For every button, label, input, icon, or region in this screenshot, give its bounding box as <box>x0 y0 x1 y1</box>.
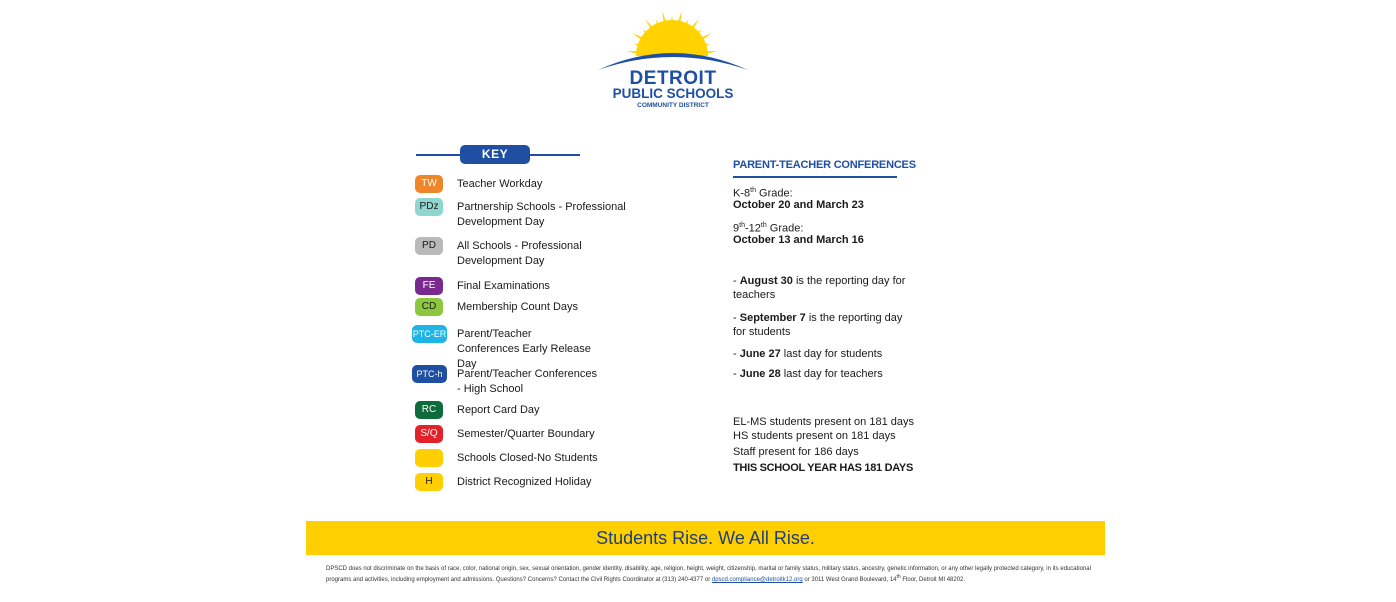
date-item-student-reporting: - September 7 is the reporting day for students <box>733 312 903 338</box>
attendance-hs: HS students present on 181 days <box>733 430 896 442</box>
key-label: Parent/Teacher Conferences Early Release Day <box>457 328 591 370</box>
date-item-last-day-teachers: - June 28 last day for teachers <box>733 368 883 380</box>
key-label: Partnership Schools - Professional Development Day <box>457 201 626 228</box>
key-label: Semester/Quarter Boundary <box>457 428 595 440</box>
date-item-teacher-reporting: - August 30 is the reporting day for teachers <box>733 275 906 301</box>
slogan-banner <box>306 521 1105 555</box>
district-logo <box>596 8 750 112</box>
hs-conference-dates: October 13 and March 16 <box>733 234 864 246</box>
key-divider-left <box>416 154 460 156</box>
key-label: Final Examinations <box>457 280 550 292</box>
non-discrimination-disclaimer: DPSCD does not discriminate on the basis of race, color, national origin, sex, sexual orientation, gender identity, disability, age, religion, height, weight, citizenship, marital or family status, military status, ancestry, genetic information, or any other legally protected category, in its educational programs and activities, including employment and admissions. Questions? Concerns? Contact the Civil Rights Coordinator at (313) 240-4377 or dpscd.compliance@detroitk12.org or 3011 West Grand Boulevard, 14th Floor, Detroit MI 48202. <box>326 566 1091 583</box>
k8-conference-dates: October 20 and March 23 <box>733 199 864 211</box>
k8-grade-label: K-8th Grade: <box>733 187 793 200</box>
key-label: Membership Count Days <box>457 301 579 313</box>
logo-line-public-schools: PUBLIC SCHOOLS <box>612 86 734 101</box>
key-badge: CD <box>415 298 443 316</box>
slogan-text: Students Rise. We All Rise. <box>596 528 815 548</box>
key-label: Parent/Teacher Conferences - High School <box>457 368 598 395</box>
logo-line-detroit: DETROIT <box>629 68 717 89</box>
key-badge <box>415 449 443 467</box>
attendance-el-ms: EL-MS students present on 181 days <box>733 416 914 428</box>
conferences-underline <box>733 176 897 178</box>
date-item-last-day-students: - June 27 last day for students <box>733 348 883 360</box>
key-label: Schools Closed-No Students <box>457 452 598 464</box>
key-label: Report Card Day <box>457 404 540 416</box>
key-divider-right <box>530 154 580 156</box>
key-badge: FE <box>415 277 443 295</box>
key-label: All Schools - Professional Development Day <box>457 240 582 267</box>
school-year-total: THIS SCHOOL YEAR HAS 181 DAYS <box>733 462 913 474</box>
key-badge: H <box>415 473 443 491</box>
conferences-title: PARENT-TEACHER CONFERENCES <box>733 159 916 171</box>
sun-logo-icon <box>596 8 750 72</box>
key-badge: PTC-ER <box>412 325 447 343</box>
key-label: Teacher Workday <box>457 178 543 190</box>
key-title: KEY <box>460 145 530 164</box>
compliance-email-link[interactable]: dpscd.compliance@detroitk12.org <box>711 577 803 583</box>
key-label: District Recognized Holiday <box>457 476 592 488</box>
key-badge: RC <box>415 401 443 419</box>
key-badge: PTC-h <box>412 365 447 383</box>
key-badge: S/Q <box>415 425 443 443</box>
key-badge: TW <box>415 175 443 193</box>
key-badge: PD <box>415 237 443 255</box>
key-badge: PDz <box>415 198 443 216</box>
attendance-staff: Staff present for 186 days <box>733 446 859 458</box>
hs-grade-label: 9th-12th Grade: <box>733 222 804 235</box>
logo-line-community-district: COMMUNITY DISTRICT <box>637 102 709 109</box>
